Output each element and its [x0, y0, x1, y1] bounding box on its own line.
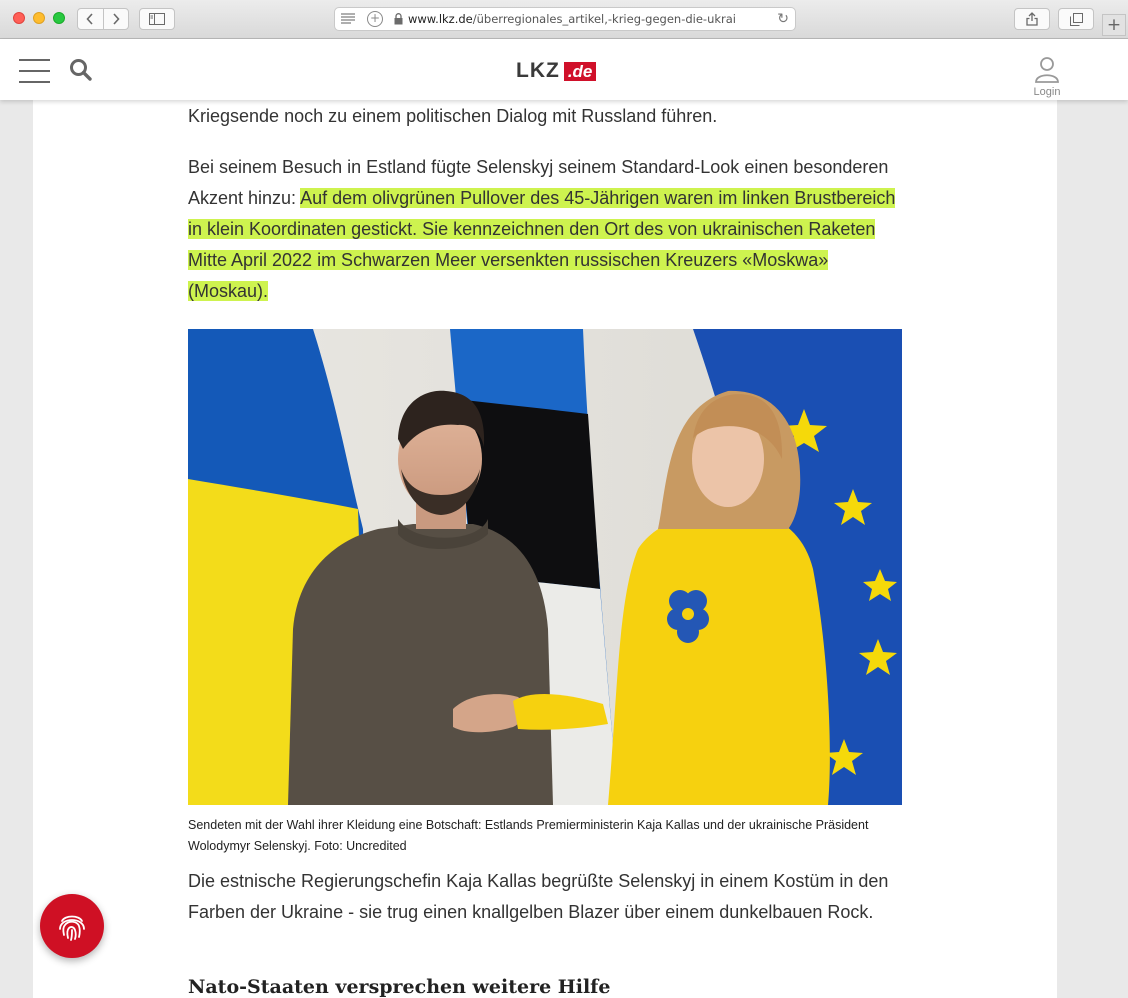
forward-button[interactable]: [103, 9, 129, 29]
share-icon: [1026, 12, 1038, 26]
reload-icon[interactable]: ↻: [777, 11, 789, 27]
article-paragraph: [188, 152, 902, 307]
minimize-window-button[interactable]: [33, 12, 45, 24]
browser-toolbar: [0, 0, 1128, 39]
search-icon[interactable]: [69, 58, 93, 82]
logo-text: LKZ: [516, 59, 560, 82]
chevron-right-icon: [112, 13, 120, 25]
new-tab-button[interactable]: +: [1102, 14, 1126, 36]
reader-icon[interactable]: [341, 13, 355, 24]
fingerprint-button[interactable]: [40, 894, 104, 958]
url-text: [408, 12, 738, 26]
site-header: [0, 39, 1128, 100]
share-button[interactable]: [1014, 8, 1050, 30]
highlighted-text: Auf dem olivgrünen Pullover des 45-Jährigen waren im linken Brustbereich in klein Koordinaten gestickt. Sie kennzeichnen den Ort des von ukrainischen Raketen Mitte April 2022 im Schwarzen Meer versenkten russischen Kreuzers «Moskwa» (Moskau).: [188, 188, 896, 301]
close-window-button[interactable]: [13, 12, 25, 24]
article-paragraph: Kriegsende noch zu einem politischen Dialog mit Russland führen.: [188, 106, 718, 126]
section-heading: Nato-Staaten versprechen weitere Hilfe: [188, 976, 611, 998]
photo-caption: Sendeten mit der Wahl ihrer Kleidung eine Botschaft: Estlands Premierministerin Kaja Kallas und der ukrainische Präsident Wolodymyr Selenskyj. Foto: Uncredited: [188, 818, 869, 853]
chevron-left-icon: [86, 13, 94, 25]
address-bar[interactable]: [334, 7, 796, 31]
tabs-icon: [1070, 13, 1083, 26]
url-path: /überregionales_artikel,-krieg-gegen-die-ukrai: [472, 12, 736, 26]
paragraph-text: Bei seinem Besuch in Estland fügte Selenskyj seinem Standard-Look einen besonderen Akzent hinzu:: [188, 157, 889, 208]
site-logo[interactable]: [516, 59, 596, 83]
article-photo: [188, 329, 902, 805]
zoom-window-button[interactable]: [53, 12, 65, 24]
fingerprint-icon: [55, 909, 89, 943]
tab-overview-button[interactable]: [1058, 8, 1094, 30]
menu-icon[interactable]: [19, 59, 50, 92]
article-body: [33, 100, 1057, 998]
back-button[interactable]: [78, 9, 103, 29]
login-label: Login: [1033, 86, 1061, 98]
sidebar-toggle-button[interactable]: [139, 8, 175, 30]
url-domain: www.lkz.de: [408, 12, 473, 26]
user-icon: [1034, 56, 1060, 84]
article-paragraph: Die estnische Regierungschefin Kaja Kallas begrüßte Selenskyj in einem Kostüm in den Farben der Ukraine - sie trug einen knallgelben Blazer über einem dunkelbauen Rock.: [188, 871, 889, 922]
lock-icon: [394, 13, 403, 25]
add-bookmark-icon[interactable]: +: [367, 11, 383, 27]
login-button[interactable]: [1028, 56, 1066, 98]
sidebar-icon: [149, 13, 165, 25]
logo-suffix: .de: [564, 62, 597, 81]
history-nav: [77, 8, 129, 30]
